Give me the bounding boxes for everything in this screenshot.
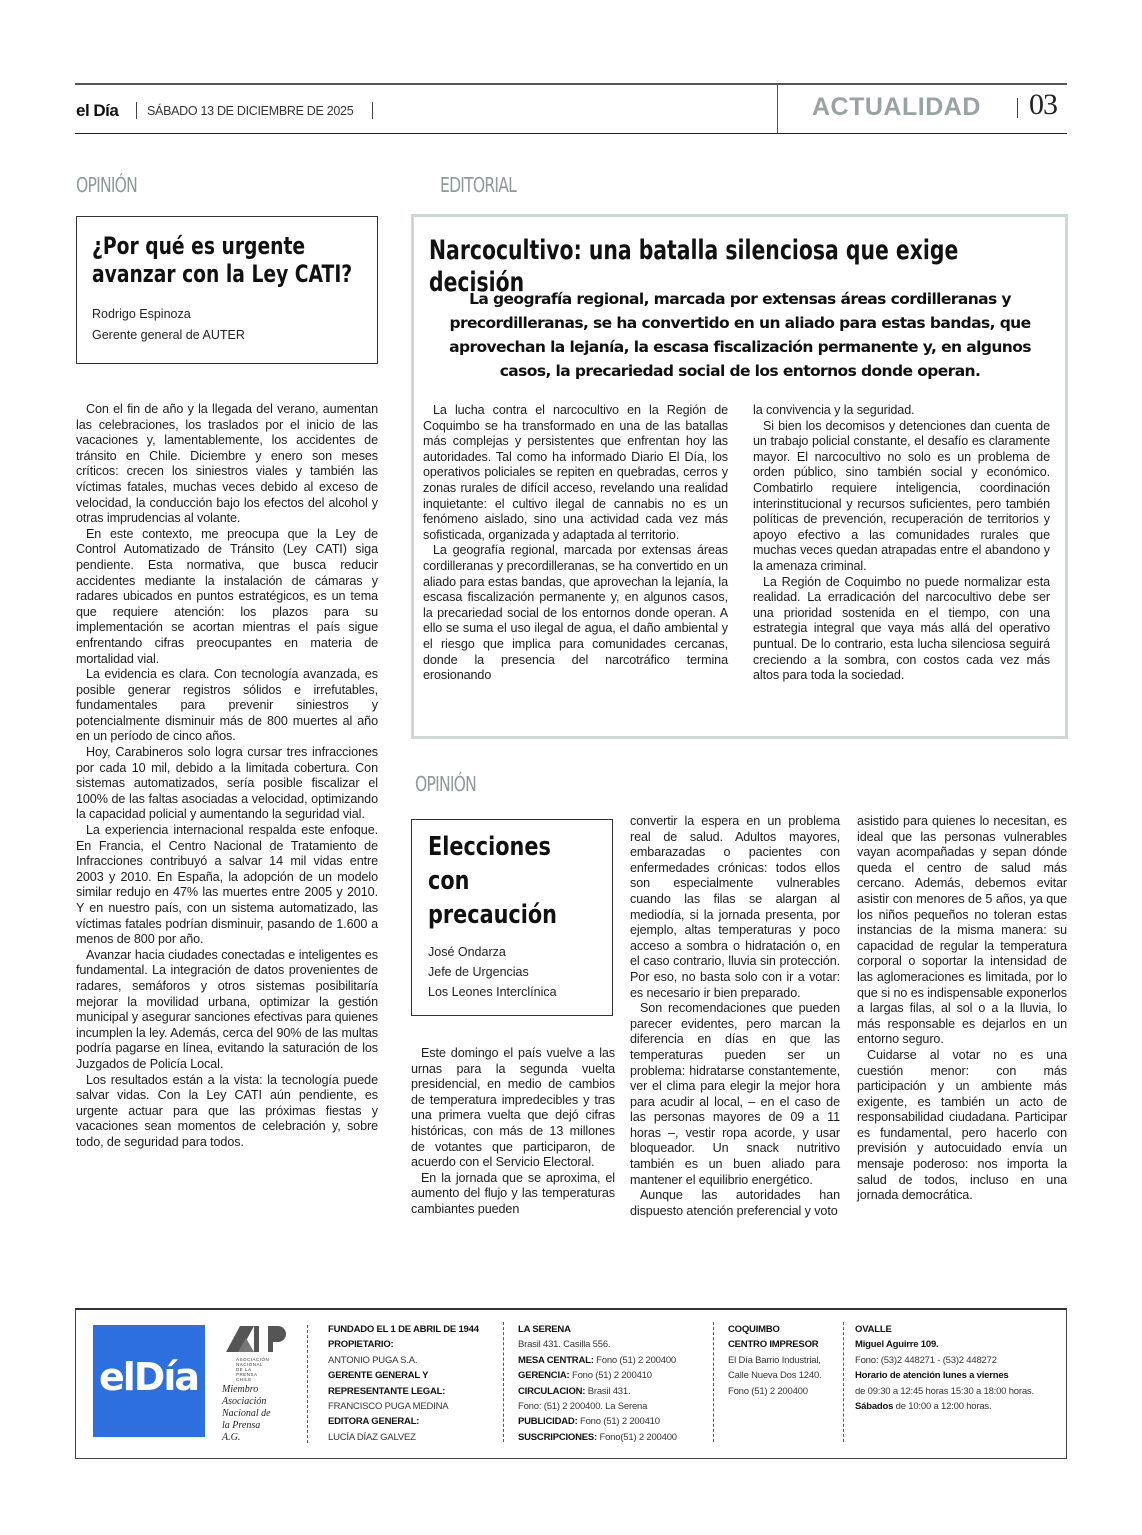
- paragraph: convertir la espera en un problema real de salud. Adultos mayores, embarazadas o pacientes con enfermedades crónicas: todos ellos son especialmente vulnerables cuando las filas se alargan al mediodía, si la jornada presenta, por ejemplo, altas temperaturas y poco acceso a sombra o hidratación o, en el caso contrario, lluvia sin protección. Por eso, no basta solo con ir a votar: es necesario ir bien preparado.: [630, 814, 840, 1000]
- opinion2-column-1: [411, 1046, 615, 1218]
- logo-text: elDía: [99, 1355, 199, 1399]
- office-address: Miguel Aguirre 109.: [855, 1339, 939, 1351]
- founded-text: FUNDADO EL 1 DE ABRIL DE 1944: [328, 1324, 479, 1335]
- header-divider: [372, 102, 373, 119]
- office-title: OVALLE: [855, 1324, 892, 1335]
- manager-label: GERENTE GENERAL Y: [328, 1370, 429, 1382]
- paragraph: En este contexto, me preocupa que la Ley de Control Automatizado de Tránsito (Ley CATI) siga pendiente. Esta normativa, que busca reducir accidentes mediante la instalación de cámaras y radares ubicados en puntos estratégicos, es un tema que requiere atención: los plazos para su implementación se acortan mientras el país sigue enfrentando cifras preocupantes en materia de mortalidad vial.: [76, 526, 378, 666]
- paragraph: La experiencia internacional respalda este enfoque. En Francia, el Centro Nacional de Tratamiento de Infracciones contribuyó a salvar 14 mil vidas entre 2003 y 2010. En España, la adopción de un modelo similar redujo en 47% las muertes entre 2005 y 2010. Y en nuestro país, con un sistema automatizado, las víctimas fatales podrían disminuir, pasando de 1.600 a menos de 800 por año.: [76, 823, 378, 947]
- owner-label: PROPIETARIO:: [328, 1339, 394, 1351]
- paragraph: La Región de Coquimbo no puede normalizar esta realidad. La erradicación del narcocultivo debe ser una prioridad sostenida en el tiempo, con una estrategia integral que vaya más allá del operativo puntual. De lo contrario, esta lucha silenciosa seguirá creciendo a la sombra, con costos cada vez más altos para toda la sociedad.: [753, 574, 1050, 683]
- office-subtitle: CENTRO IMPRESOR: [728, 1339, 819, 1351]
- header-vertical-divider: [777, 84, 778, 134]
- editorial-title: Narcocultivo: una batalla silenciosa que exige decisión: [429, 235, 959, 298]
- anp-logo-mark: [254, 1326, 259, 1352]
- contact-value: Fono (51) 2 200410: [580, 1416, 660, 1428]
- owner-value: ANTONIO PUGA S.A.: [328, 1354, 418, 1366]
- paragraph: En la jornada que se aproxima, el aumento del flujo y las temperaturas cambiantes pueden: [411, 1170, 615, 1216]
- office-title: COQUIMBO: [728, 1324, 780, 1335]
- paragraph: asistido para quienes lo necesitan, es ideal que las personas vulnerables vayan acompañadas y sepan dónde queda el centro de salud más cercano. Además, debemos evitar asistir con menores de 5 años, ya que los niños pequeños no toleran estas instancias de la misma manera: su capacidad de regular la temperatura corporal o soportar la intensidad de las aglomeraciones es limitada, por lo que si no es indispensable exponerlos a largas filas, al sol o a la lluvia, lo más responsable es dejarlos en un entorno seguro.: [857, 814, 1067, 1047]
- member-line: Miembro: [222, 1384, 259, 1395]
- section-label-opinion: OPINIÓN: [76, 173, 138, 197]
- title-line: precaución: [428, 900, 557, 930]
- paragraph: La evidencia es clara. Con tecnología avanzada, es posible generar registros sólidos e irrefutables, fundamentales para prevenir siniestros y potencialmente disminuir más de 800 muertes al año en un período de cinco años.: [76, 667, 378, 744]
- header-section-name: ACTUALIDAD: [812, 93, 981, 121]
- header-top-rule: [75, 83, 1067, 85]
- header-divider: [136, 102, 137, 119]
- paragraph: Hoy, Carabineros solo logra cursar tres infracciones por cada 10 mil, debido a la limitada cobertura. Con sistemas automatizados, sería posible fiscalizar el 100% de las faltas asociadas a velocidad, optimizando la capacidad policial y aumentando la seguridad vial.: [76, 745, 378, 822]
- opinion-author-role: Gerente general de AUTER: [92, 328, 245, 342]
- section-label-editorial: EDITORIAL: [440, 173, 517, 197]
- office-address: El Día Barrio Industrial,: [728, 1354, 821, 1366]
- manager-label: REPRESENTANTE LEGAL:: [328, 1385, 446, 1397]
- contact-value: Fono(51) 2 200400: [599, 1431, 677, 1443]
- editorial-box: [411, 214, 1068, 739]
- paragraph: La geografía regional, marcada por extensas áreas cordilleranas y precordilleranas, se ha convertido en un aliado para estas bandas, que aprovechan la lejanía, la escasa fiscalización permanente y, en algunos casos, la precariedad social de los entornos donde operan. A ello se suma el uso ilegal de agua, el daño ambiental y el riesgo que implica para comunidades cercanas, donde la presencia del narcotráfico termina erosionando: [423, 543, 728, 683]
- contact-value: Brasil 431.: [587, 1385, 631, 1397]
- opinion-body: [76, 402, 378, 1151]
- opinion-headline-box: [76, 216, 378, 364]
- header-divider: [1017, 98, 1018, 118]
- paragraph: Son recomendaciones que pueden parecer evidentes, pero marcan la diferencia en días en que las temperaturas pueden ser un problema: hidratarse constantemente, ver el clima para elegir la mejor hora para acudir al local, – en el caso de las personas mayores de 09 a 11 horas –, vestir ropa acorde, y usar bloqueador. Un snack nutritivo también es un buen aliado para mantener el equilibrio energético.: [630, 1001, 840, 1187]
- anp-logo-mark: [268, 1326, 286, 1352]
- manager-value: FRANCISCO PUGA MEDINA: [328, 1401, 449, 1413]
- footer-ovalle: [855, 1322, 1060, 1414]
- header-bottom-rule: [75, 133, 1067, 134]
- contact-value: Fono: (51) 2 200400. La Serena: [518, 1401, 648, 1413]
- header-brand: el Día: [76, 101, 119, 120]
- member-note: [222, 1384, 271, 1444]
- member-line: Asociación: [222, 1396, 267, 1407]
- paragraph: la convivencia y la seguridad.: [753, 403, 915, 417]
- office-phone: Fono: (53)2 448271 - (53)2 448272: [855, 1354, 997, 1366]
- opinion-headline-box: [411, 819, 613, 1016]
- opinion-author: José Ondarza: [428, 945, 506, 959]
- contact-label: CIRCULACION:: [518, 1385, 586, 1397]
- anp-logo-caption: ASOCIACIÓN NACIONAL DE LA PRENSA CHILE: [236, 1357, 270, 1382]
- footer-divider: [503, 1322, 504, 1442]
- member-line: Nacional de: [222, 1408, 271, 1419]
- saturday-value: de 10:00 a 12:00 horas.: [895, 1401, 992, 1413]
- contact-label: MESA CENTRAL:: [518, 1354, 594, 1366]
- hours-value: de 09:30 a 12:45 horas 15:30 a 18:00 horas.: [855, 1385, 1034, 1397]
- paragraph: Cuidarse al votar no es una cuestión menor: con más participación y un ambiente más exigente, es también un acto de responsabilidad ciudadana. Participar es fundamental, pero hacerlo con previsión y autocuidado envía un mensaje poderoso: nos importa la salud de todos, incluso en una jornada democrática.: [857, 1047, 1067, 1203]
- member-line: la Prensa: [222, 1420, 261, 1431]
- footer-la-serena: [518, 1322, 708, 1445]
- footer-divider: [713, 1322, 714, 1442]
- contact-label: SUSCRIPCIONES:: [518, 1431, 598, 1443]
- paragraph: Con el fin de año y la llegada del verano, aumentan las celebraciones, los traslados por el inicio de las vacaciones y, lamentablemente, los accidentes de tránsito en Chile. Diciembre y enero son meses críticos: crecen los siniestros viales y también las víctimas fatales, muchas veces debido al exceso de velocidad, la conducción bajo los efectos del alcohol y otras imprudencias al volante.: [76, 402, 378, 526]
- contact-value: Fono (51) 2 200410: [571, 1370, 652, 1382]
- editor-label: EDITORA GENERAL:: [328, 1416, 420, 1428]
- contact-label: GERENCIA:: [518, 1370, 570, 1382]
- header-date: SÁBADO 13 DE DICIEMBRE DE 2025: [147, 104, 354, 118]
- editorial-column-2: [753, 403, 1050, 684]
- opinion-author-org: Los Leones Interclínica: [428, 985, 557, 999]
- opinion-author: Rodrigo Espinoza: [92, 307, 191, 321]
- editor-value: LUCÍA DÍAZ GALVEZ: [328, 1431, 416, 1443]
- opinion2-column-2: [630, 814, 840, 1219]
- saturday-label: Sábados: [855, 1401, 894, 1413]
- opinion-title: ¿Por qué es urgente avanzar con la Ley CATI?: [92, 232, 353, 289]
- opinion2-column-3: [857, 814, 1067, 1204]
- contact-value: Fono (51) 2 200400: [596, 1354, 676, 1366]
- paragraph: Avanzar hacia ciudades conectadas e inteligentes es fundamental. La integración de datos provenientes de radares, semáforos y otros sistemas posibilitaría mejorar la movilidad urbana, optimizar la gestión municipal y asegurar sanciones efectivas para quienes incumplen la ley. Además, cerca del 90% de las multas podría pagarse en línea, evitando la saturación de los Juzgados de Policía Local.: [76, 947, 378, 1071]
- title-line: Elecciones: [428, 832, 551, 862]
- opinion-author-role: Jefe de Urgencias: [428, 965, 529, 979]
- editorial-column-1: [423, 403, 728, 684]
- editorial-lead: La geografía regional, marcada por extensas áreas cordilleranas y precordilleranas, se ha convertido en un aliado para estas bandas, que aprovechan la lejanía, la escasa fiscalización permanente y, en algunos casos, la precariedad social de los entornos donde operan.: [449, 290, 1031, 380]
- contact-label: PUBLICIDAD:: [518, 1416, 578, 1428]
- office-phone: Fono (51) 2 200400: [728, 1385, 808, 1397]
- office-address: Brasil 431. Casilla 556.: [518, 1339, 611, 1351]
- footer-divider: [843, 1322, 844, 1442]
- footer-coquimbo: [728, 1322, 838, 1399]
- paragraph: Este domingo el país vuelve a las urnas para la segunda vuelta presidencial, en medio de cambios de temperatura impredecibles y tras una primera vuelta que dejó cifras históricas, con más de 13 millones de votantes que participaron, de acuerdo con el Servicio Electoral.: [411, 1046, 615, 1170]
- paragraph: Si bien los decomisos y detenciones dan cuenta de un trabajo policial constante, el desafío es claramente mayor. El narcocultivo no solo es un problema de orden público, sino también social y económico. Combatirlo requiere inteligencia, coordinación interinstitucional y recursos suficientes, pero también políticas de prevención, recuperación de territorios y apoyo efectivo a las comunidades rurales que muchas veces quedan atrapadas entre el abandono y la amenaza criminal.: [753, 418, 1050, 573]
- page-number: 03: [1029, 88, 1057, 121]
- opinion-title: [428, 830, 557, 932]
- hours-label: Horario de atención lunes a viernes: [855, 1370, 1009, 1382]
- el-dia-logo: [93, 1325, 205, 1437]
- paragraph: Los resultados están a la vista: la tecnología puede salvar vidas. Con la Ley CATI aún pendiente, es urgente actuar para que las próximas fiestas y vacaciones sean momentos de celebración y, sobre todo, de seguridad para todos.: [76, 1072, 378, 1149]
- member-line: A.G.: [222, 1432, 241, 1443]
- section-label-opinion: OPINIÓN: [415, 772, 477, 796]
- footer-staff: [328, 1322, 498, 1445]
- paragraph: La lucha contra el narcocultivo en la Región de Coquimbo se ha transformado en una de las batallas más complejas y persistentes que enfrentan hoy las autoridades. Tal como ha informado Diario El Día, los operativos policiales se repiten en quebradas, cerros y zonas rurales de difícil acceso, revelando una realidad inquietante: el cultivo ilegal de cannabis no es un fenómeno aislado, sino una actividad cada vez más sofisticada, organizada y adaptada al territorio.: [423, 403, 728, 542]
- title-line: con: [428, 866, 470, 896]
- paragraph: Aunque las autoridades han dispuesto atención preferencial y voto: [630, 1188, 840, 1218]
- footer-divider: [307, 1325, 308, 1443]
- office-address: Calle Nueva Dos 1240.: [728, 1370, 822, 1382]
- office-title: LA SERENA: [518, 1324, 571, 1335]
